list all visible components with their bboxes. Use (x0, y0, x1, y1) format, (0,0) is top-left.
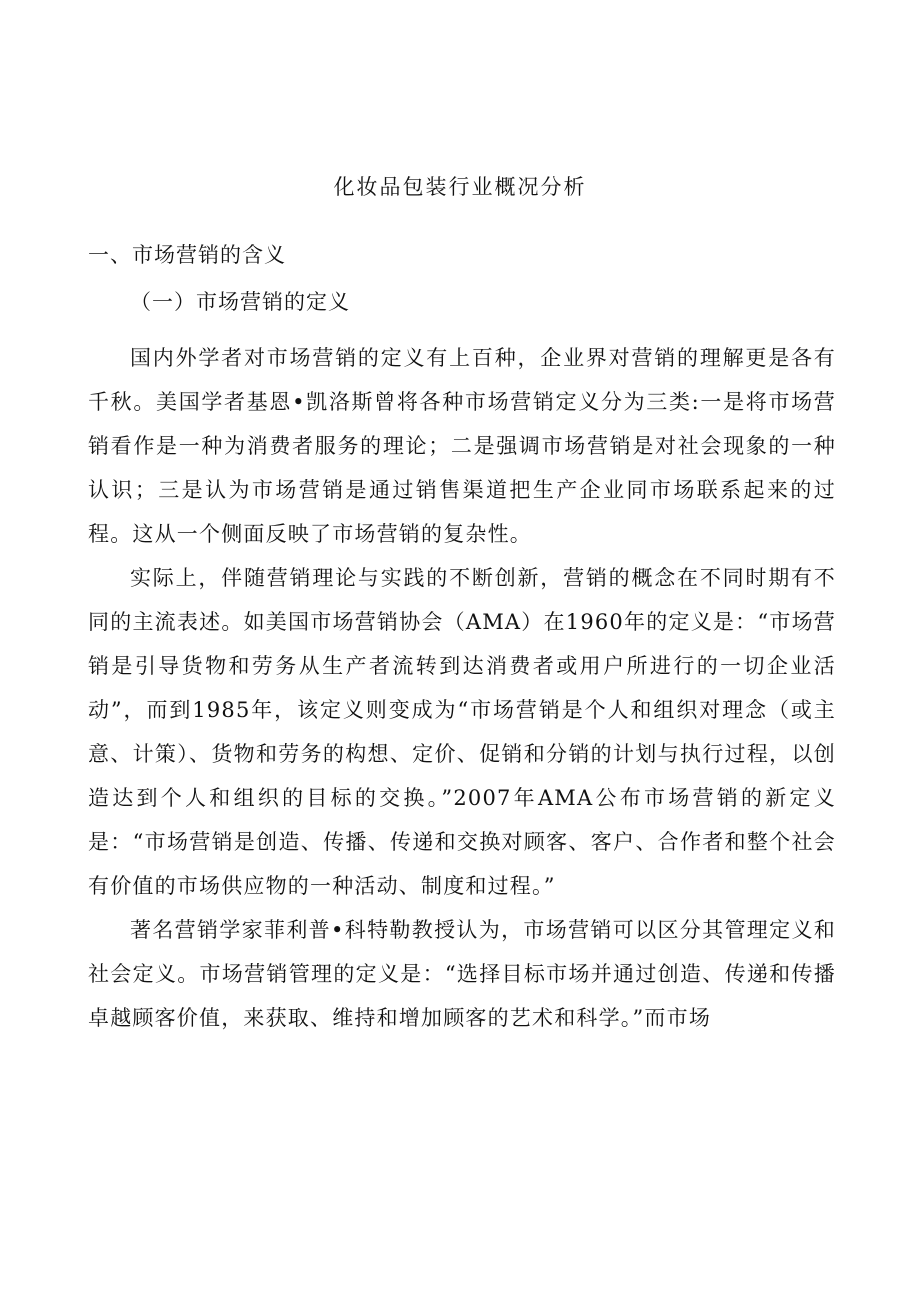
paragraph-1: 国内外学者对市场营销的定义有上百种，企业界对营销的理解更是各有千秋。美国学者基恩•凯洛斯曾将各种市场营销定义分为三类:一是将市场营销看作是一种为消费者服务的理论；二是强调市场营销是对社会现象的一种认识；三是认为市场营销是通过销售渠道把生产企业同市场联系起来的过程。这从一个侧面反映了市场营销的复杂性。 (88, 346, 836, 546)
body-text (88, 336, 836, 1040)
paragraph-2: 实际上，伴随营销理论与实践的不断创新，营销的概念在不同时期有不同的主流表述。如美国市场营销协会（AMA）在1960年的定义是：“市场营销是引导货物和劳务从生产者流转到达消费者或用户所进行的一切企业活动”，而到1985年，该定义则变成为“市场营销是个人和组织对理念（或主意、计策）、货物和劳务的构想、定价、促销和分销的计划与执行过程，以创造达到个人和组织的目标的交换。”2007年AMA公布市场营销的新定义是：“市场营销是创造、传播、传递和交换对顾客、客户、合作者和整个社会有价值的市场供应物的一种活动、制度和过程。” (88, 566, 836, 898)
paragraph-3: 著名营销学家菲利普•科特勒教授认为，市场营销可以区分其管理定义和社会定义。市场营销管理的定义是：“选择目标市场并通过创造、传递和传播卓越顾客价值，来获取、维持和增加顾客的艺术和科学。”而市场 (88, 918, 836, 1030)
document-title: 化妆品包装行业概况分析 (333, 175, 587, 199)
section-heading: 一、市场营销的含义 (88, 243, 286, 267)
subsection-heading: （一）市场营销的定义 (130, 290, 350, 314)
